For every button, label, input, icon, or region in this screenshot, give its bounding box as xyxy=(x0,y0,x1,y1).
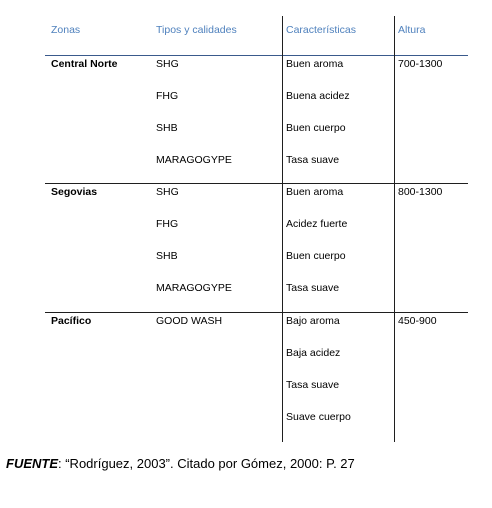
group-divider xyxy=(45,183,468,184)
characteristic-cell: Buen cuerpo xyxy=(286,250,346,262)
characteristic-cell: Tasa suave xyxy=(286,154,340,166)
type-cell: FHG xyxy=(156,90,179,102)
type-cell: GOOD WASH xyxy=(156,315,223,327)
header-altura: Altura xyxy=(398,24,426,36)
zone-label: Pacífico xyxy=(51,315,92,327)
characteristic-cell: Baja acidez xyxy=(286,347,341,359)
characteristic-cell: Tasa suave xyxy=(286,282,340,294)
type-cell: SHB xyxy=(156,122,178,134)
characteristic-cell: Acidez fuerte xyxy=(286,218,348,230)
type-cell: MARAGOGYPE xyxy=(156,282,232,294)
group-divider xyxy=(45,312,468,313)
header-zonas: Zonas xyxy=(51,24,81,36)
header-caracteristicas: Características xyxy=(286,24,357,36)
characteristic-cell: Tasa suave xyxy=(286,379,340,391)
characteristic-cell: Buen cuerpo xyxy=(286,122,346,134)
type-cell: FHG xyxy=(156,218,179,230)
characteristic-cell: Buen aroma xyxy=(286,186,344,198)
source-text: : “Rodríguez, 2003”. Citado por Gómez, 2000: P. 27 xyxy=(58,456,355,471)
coffee-zones-table xyxy=(45,16,468,442)
column-divider xyxy=(394,16,395,442)
type-cell: SHG xyxy=(156,58,179,70)
characteristic-cell: Suave cuerpo xyxy=(286,411,351,423)
characteristic-cell: Buena acidez xyxy=(286,90,350,102)
altitude-value: 800-1300 xyxy=(398,186,443,198)
column-divider xyxy=(282,16,283,442)
source-citation xyxy=(6,456,355,471)
characteristic-cell: Buen aroma xyxy=(286,58,344,70)
header-tipos: Tipos y calidades xyxy=(156,24,237,36)
type-cell: SHG xyxy=(156,186,179,198)
type-cell: SHB xyxy=(156,250,178,262)
type-cell: MARAGOGYPE xyxy=(156,154,232,166)
characteristic-cell: Bajo aroma xyxy=(286,315,340,327)
header-divider xyxy=(45,55,468,56)
altitude-value: 450-900 xyxy=(398,315,437,327)
zone-label: Central Norte xyxy=(51,58,118,70)
source-label: FUENTE xyxy=(6,456,58,471)
altitude-value: 700-1300 xyxy=(398,58,443,70)
zone-label: Segovias xyxy=(51,186,98,198)
